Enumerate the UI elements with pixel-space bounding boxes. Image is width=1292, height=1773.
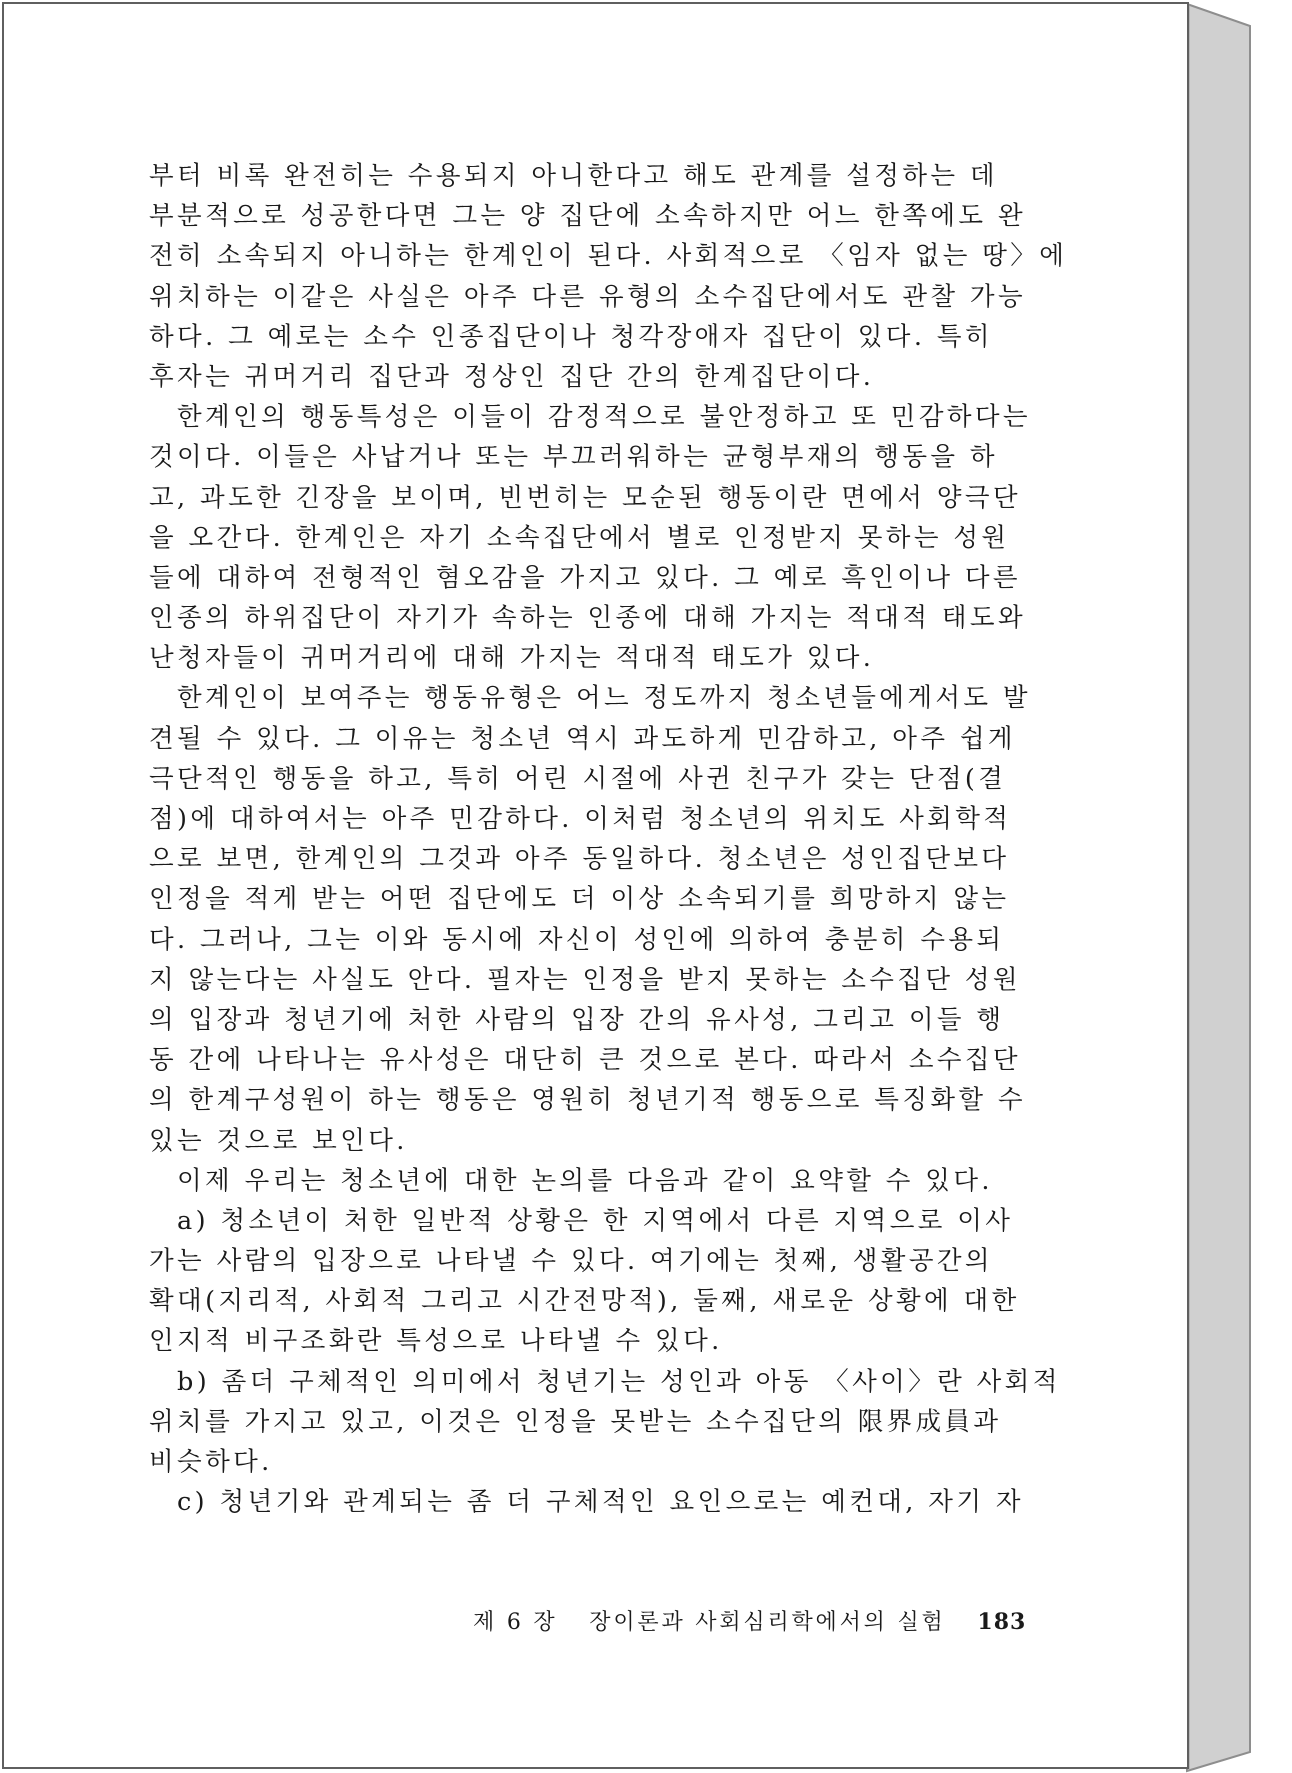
text-line: 지 않는다는 사실도 안다. 필자는 인정을 받지 못하는 소수집단 성원 <box>149 964 1021 995</box>
list-item-b: b) 좀더 구체적인 의미에서 청년기는 성인과 아동 〈사이〉란 사회적 <box>177 1366 1061 1397</box>
text-line: 후자는 귀머거리 집단과 정상인 집단 간의 한계집단이다. <box>149 361 875 392</box>
text-line: 것이다. 이들은 사납거나 또는 부끄러워하는 균형부재의 행동을 하 <box>149 442 998 473</box>
list-item-a: a) 청소년이 처한 일반적 상황은 한 지역에서 다른 지역으로 이사 <box>177 1205 1014 1236</box>
text-line: 견될 수 있다. 그 이유는 청소년 역시 과도하게 민감하고, 아주 쉽게 <box>149 723 1016 754</box>
text-line: 난청자들이 귀머거리에 대해 가지는 적대적 태도가 있다. <box>149 643 875 674</box>
text-line: 부터 비록 완전히는 수용되지 아니한다고 해도 관계를 설정하는 데 <box>149 161 998 191</box>
text-line: 다. 그러나, 그는 이와 동시에 자신이 성인에 의하여 충분히 수용되 <box>149 924 1005 955</box>
book-page <box>2 2 1189 1769</box>
list-item-c: c) 청년기와 관계되는 좀 더 구체적인 요인으로는 예컨대, 자기 자 <box>177 1487 1024 1518</box>
text-line: 의 한계구성원이 하는 행동은 영원히 청년기적 행동으로 특징화할 수 <box>149 1085 1026 1116</box>
text-line: 점)에 대하여서는 아주 민감하다. 이처럼 청소년의 위치도 사회학적 <box>149 804 1012 834</box>
text-line: 을 오간다. 한계인은 자기 소속집단에서 별로 인정받지 못하는 성원 <box>149 522 1010 553</box>
text-line: 인종의 하위집단이 자기가 속하는 인종에 대해 가지는 적대적 태도와 <box>149 603 1026 634</box>
text-line: 극단적인 행동을 하고, 특히 어린 시절에 사귄 친구가 갖는 단점(결 <box>149 763 1007 794</box>
text-line: 인지적 비구조화란 특성으로 나타낼 수 있다. <box>149 1326 723 1357</box>
page-footer <box>473 1602 1026 1642</box>
text-line: 고, 과도한 긴장을 보이며, 빈번히는 모순된 행동이란 면에서 양극단 <box>149 482 1021 513</box>
text-line: 위치하는 이같은 사실은 아주 다른 유형의 소수집단에서도 관찰 가능 <box>149 281 1026 312</box>
chapter-label: 제 6 장 <box>473 1610 558 1635</box>
text-line: 하다. 그 예로는 소수 인종집단이나 청각장애자 집단이 있다. 특히 <box>149 321 993 352</box>
text-line: 들에 대하여 전형적인 혐오감을 가지고 있다. 그 예로 흑인이나 다른 <box>149 562 1021 593</box>
text-line: 있는 것으로 보인다. <box>149 1125 408 1156</box>
text-line: 부분적으로 성공한다면 그는 양 집단에 소속하지만 어느 한쪽에도 완 <box>149 201 1026 232</box>
text-line: 가는 사람의 입장으로 나타낼 수 있다. 여기에는 첫째, 생활공간의 <box>149 1246 993 1277</box>
chapter-title: 장이론과 사회심리학에서의 실험 <box>589 1610 946 1635</box>
text-line: 으로 보면, 한계인의 그것과 아주 동일하다. 청소년은 성인집단보다 <box>149 844 1010 875</box>
text-line: 인정을 적게 받는 어떤 집단에도 더 이상 소속되기를 희망하지 않는 <box>149 884 1010 915</box>
text-line: 비슷하다. <box>149 1447 273 1477</box>
text-line: 동 간에 나타나는 유사성은 대단히 큰 것으로 본다. 따라서 소수집단 <box>149 1045 1021 1076</box>
text-line: 위치를 가지고 있고, 이것은 인정을 못받는 소수집단의 限界成員과 <box>149 1406 1002 1437</box>
text-line-paragraph-start: 이제 우리는 청소년에 대한 논의를 다음과 같이 요약할 수 있다. <box>177 1165 993 1196</box>
text-line: 확대(지리적, 사회적 그리고 시간전망적), 둘째, 새로운 상황에 대한 <box>149 1286 1020 1317</box>
page-number: 183 <box>977 1609 1027 1635</box>
text-line-paragraph-start: 한계인의 행동특성은 이들이 감정적으로 불안정하고 또 민감하다는 <box>177 402 1031 433</box>
text-line: 의 입장과 청년기에 처한 사람의 입장 간의 유사성, 그리고 이들 행 <box>149 1004 1005 1035</box>
text-line-paragraph-start: 한계인이 보여주는 행동유형은 어느 정도까지 청소년들에게서도 발 <box>177 683 1031 714</box>
text-line: 전히 소속되지 아니하는 한계인이 된다. 사회적으로 〈임자 없는 땅〉에 <box>149 241 1068 272</box>
body-text <box>149 156 1068 1522</box>
